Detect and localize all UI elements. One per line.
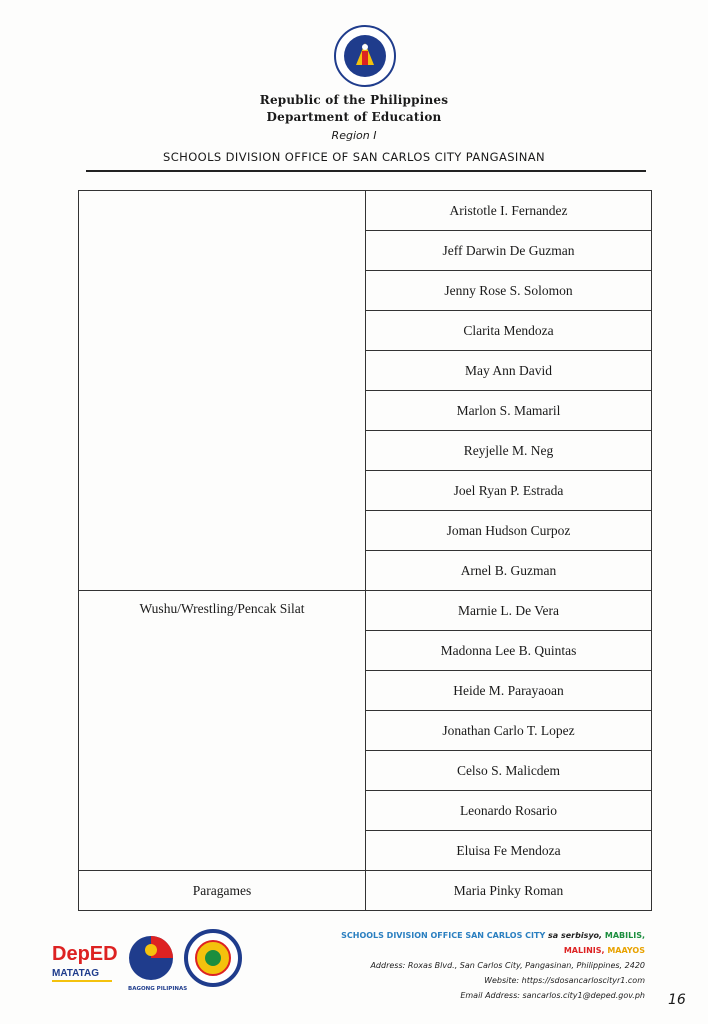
event-cell <box>79 871 366 911</box>
name-cell: Leonardo Rosario <box>366 791 652 831</box>
header-divider <box>86 170 646 172</box>
name-cell: Joman Hudson Curpoz <box>366 511 652 551</box>
deped-logo-text: DepED <box>52 943 118 965</box>
footer-tag-mabilis: MABILIS, <box>604 931 645 940</box>
roster-table <box>78 190 652 911</box>
name-cell: May Ann David <box>366 351 652 391</box>
footer-tag-maayos: MAAYOS <box>607 946 645 955</box>
footer-contact <box>300 928 645 1003</box>
name-cell: Clarita Mendoza <box>366 311 652 351</box>
deped-matatag-logo <box>52 943 118 982</box>
name-cell: Arnel B. Guzman <box>366 551 652 591</box>
footer-logos <box>48 926 248 996</box>
name-cell: Reyjelle M. Neg <box>366 431 652 471</box>
table-row <box>79 591 652 631</box>
footer-address: Address: Roxas Blvd., San Carlos City, Pangasinan, Philippines, 2420 <box>370 961 645 970</box>
footer-tagline-prefix: sa serbisyo, <box>548 931 603 940</box>
name-cell: Celso S. Malicdem <box>366 751 652 791</box>
matatag-logo-text: MATATAG <box>52 968 100 979</box>
department-heading: Department of Education <box>266 110 442 124</box>
name-cell: Maria Pinky Roman <box>366 871 652 911</box>
footer-tagline <box>300 928 645 958</box>
footer-tag-malinis: MALINIS, <box>563 946 605 955</box>
republic-heading: Republic of the Philippines <box>259 93 449 107</box>
table-row <box>79 191 652 231</box>
event-cell <box>79 591 366 871</box>
sdo-seal-logo <box>186 931 240 985</box>
region-heading: Region I <box>331 129 377 142</box>
event-label: Paragames <box>192 882 252 898</box>
name-cell: Aristotle I. Fernandez <box>366 191 652 231</box>
name-cell: Marnie L. De Vera <box>366 591 652 631</box>
name-cell: Jenny Rose S. Solomon <box>366 271 652 311</box>
table-row <box>79 871 652 911</box>
name-cell: Jeff Darwin De Guzman <box>366 231 652 271</box>
name-cell: Eluisa Fe Mendoza <box>366 831 652 871</box>
name-cell: Joel Ryan P. Estrada <box>366 471 652 511</box>
event-label: Wushu/Wrestling/Pencak Silat <box>139 601 305 616</box>
bagong-logo-text: BAGONG PILIPINAS <box>128 986 188 992</box>
name-cell: Heide M. Parayaoan <box>366 671 652 711</box>
footer-email[interactable]: Email Address: sancarlos.city1@deped.gov.ph <box>460 991 645 1000</box>
bagong-pilipinas-logo <box>128 936 187 992</box>
event-cell <box>79 191 366 591</box>
division-heading: SCHOOLS DIVISION OFFICE OF SAN CARLOS CITY PANGASINAN <box>163 150 545 164</box>
footer-website[interactable]: Website: https://sdosancarloscityr1.com <box>484 976 645 985</box>
name-cell: Madonna Lee B. Quintas <box>366 631 652 671</box>
name-cell: Jonathan Carlo T. Lopez <box>366 711 652 751</box>
deped-seal-logo <box>334 25 396 87</box>
name-cell: Marlon S. Mamaril <box>366 391 652 431</box>
footer-office: SCHOOLS DIVISION OFFICE SAN CARLOS CITY <box>341 931 546 940</box>
page-number: 16 <box>668 992 686 1008</box>
